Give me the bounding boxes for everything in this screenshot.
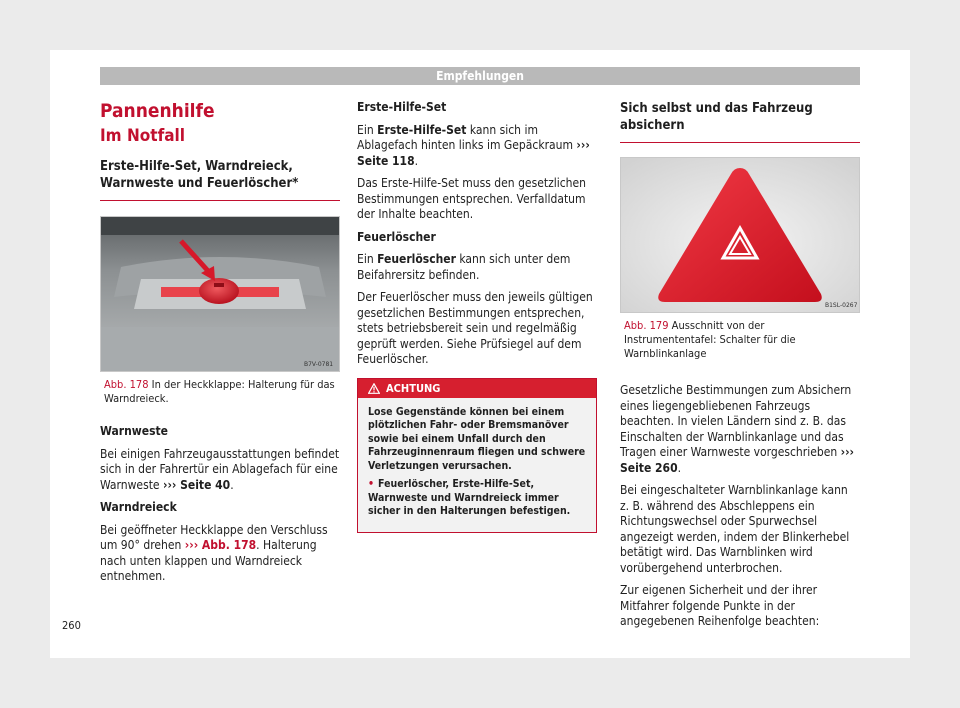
warning-bullet: [368, 478, 586, 519]
column-middle: [357, 100, 597, 533]
warnweste-body: Bei einigen Fahrzeugausstattungen befindet sich in der Fahrertür ein Ablagefach für eine Warnweste: [100, 446, 340, 492]
extinguisher-text: [357, 252, 597, 283]
warning-triangle-icon: [368, 383, 380, 394]
figure-hazard-switch: [620, 157, 860, 313]
warndreieck-body1: Bei geöffneter Heckklappe den Verschluss um 90° drehen: [100, 522, 328, 552]
hazard-switch-image: [621, 158, 859, 312]
caption-number: Abb. 178: [104, 378, 149, 391]
warning-box: [357, 378, 597, 533]
column-left: [100, 97, 340, 592]
extinguisher-t1: Ein: [357, 252, 374, 266]
warndreieck-text: [100, 523, 340, 585]
absichern-p2: Bei eingeschalteter Warnblinkanlage kann z. B. während des Abschleppens ein Richtungswechsel oder Spurwechsel angezeigt werden, indem der Blinkerhebel betätigt wird. Das Warnblinken wird vorübergehend unterbrochen.: [620, 483, 850, 575]
extinguisher-heading: Feuerlöscher: [357, 229, 436, 244]
section-header: Empfehlungen: [100, 67, 860, 85]
first-aid-text-2: Das Erste-Hilfe-Set muss den gesetzlichen Bestimmungen entsprechen. Verfalldatum der Inhalte beachten.: [357, 176, 586, 221]
warndreieck-heading: Warndreieck: [100, 500, 177, 514]
chapter-label: Pannenhilfe: [100, 100, 215, 122]
absichern-text-block: [620, 383, 860, 630]
caption-number-179: Abb. 179: [624, 319, 669, 332]
caption-text: In der Heckklappe: Halterung für das Warndreieck.: [104, 378, 335, 405]
figure-caption-179: [620, 319, 860, 361]
section-title-absichern: Sich selbst und das Fahrzeug absichern: [620, 100, 860, 143]
warndreieck-body2: . Halterung nach unten klappen und Warndreieck entnehmen.: [100, 538, 317, 583]
warning-bullet-text: Feuerlöscher, Erste-Hilfe-Set, Warnweste und Warndreieck immer sicher in den Halterungen befestigen.: [368, 478, 571, 517]
warnweste-link[interactable]: ››› Seite 40: [163, 477, 231, 492]
warnweste-heading: Warnweste: [100, 424, 168, 438]
caption-text-179: Ausschnitt von der Instrumententafel: Schalter für die Warnblinkanlage: [624, 319, 796, 360]
figure-code: B1SL-0267: [825, 302, 858, 309]
page-number: 260: [62, 619, 81, 632]
warning-body: [358, 398, 596, 532]
first-aid-bold: Erste-Hilfe-Set: [377, 122, 467, 137]
figure-caption: [100, 378, 340, 406]
section-label: Im Notfall: [100, 126, 186, 146]
tailgate-image: [101, 217, 339, 371]
extinguisher-t2: kann sich unter dem Beifahrersitz befinden.: [357, 252, 571, 282]
absichern-p1-body: Gesetzliche Bestimmungen zum Absichern eines liegengebliebenen Fahrzeugs beachten. In vielen Ländern sind z. B. das Einschalten der Warnblinkanlage und das Tragen einer Warnweste vorgeschrieben: [620, 383, 852, 459]
subsection-title: Erste-Hilfe-Set, Warndreieck, Warnweste und Feuerlöscher*: [100, 158, 340, 201]
extinguisher-text-2: Der Feuerlöscher muss den jeweils gültigen gesetzlichen Bestimmungen entsprechen, stets betriebsbereit sein und regelmäßig geprüft werden. Siehe Prüfsiegel auf dem Feuerlöscher.: [357, 290, 593, 366]
extinguisher-bold: Feuerlöscher: [377, 252, 456, 266]
bullet-icon: •: [368, 478, 375, 490]
first-aid-t1: Ein: [357, 122, 374, 137]
warnweste-block: [100, 424, 340, 585]
absichern-p1: Gesetzliche Bestimmungen zum Absichern eines liegengebliebenen Fahrzeugs beachten. In vielen Ländern sind z. B. das Einschalten der Warnblinkanlage und das Tragen einer Warnweste vorgeschrieben ››› Seite 260.: [620, 383, 854, 475]
warning-text: Lose Gegenstände können bei einem plötzlichen Fahr- oder Bremsmanöver sowie bei einem Unfall durch den Fahrzeuginnenraum fliegen und schwere Verletzungen verursachen.: [368, 405, 586, 472]
warning-title: ACHTUNG: [386, 381, 441, 395]
figure-code: B7V-0781: [304, 361, 334, 368]
first-aid-heading: Erste-Hilfe-Set: [357, 100, 447, 114]
manual-page: [50, 50, 910, 658]
chapter-title: [100, 99, 340, 148]
first-aid-t2: kann sich im Ablagefach hinten links im Gepäckraum: [357, 122, 573, 152]
absichern-link[interactable]: ››› Seite 260: [620, 445, 854, 475]
first-aid-text: Ein Erste-Hilfe-Set kann sich im Ablagefach hinten links im Gepäckraum ››› Seite 118.: [357, 122, 590, 168]
first-aid-link[interactable]: ››› Seite 118: [357, 138, 590, 168]
warndreieck-link[interactable]: ››› Abb. 178: [184, 538, 257, 552]
warning-header: [358, 379, 596, 398]
column-right: [620, 100, 860, 637]
warnweste-text: Bei einigen Fahrzeugausstattungen befindet sich in der Fahrertür ein Ablagefach für eine Warnweste ››› Seite 40.: [100, 446, 340, 492]
absichern-p3: Zur eigenen Sicherheit und der ihrer Mitfahrer folgende Punkte in der angegebenen Reihenfolge beachten:: [620, 583, 820, 628]
figure-tailgate: [100, 216, 340, 372]
